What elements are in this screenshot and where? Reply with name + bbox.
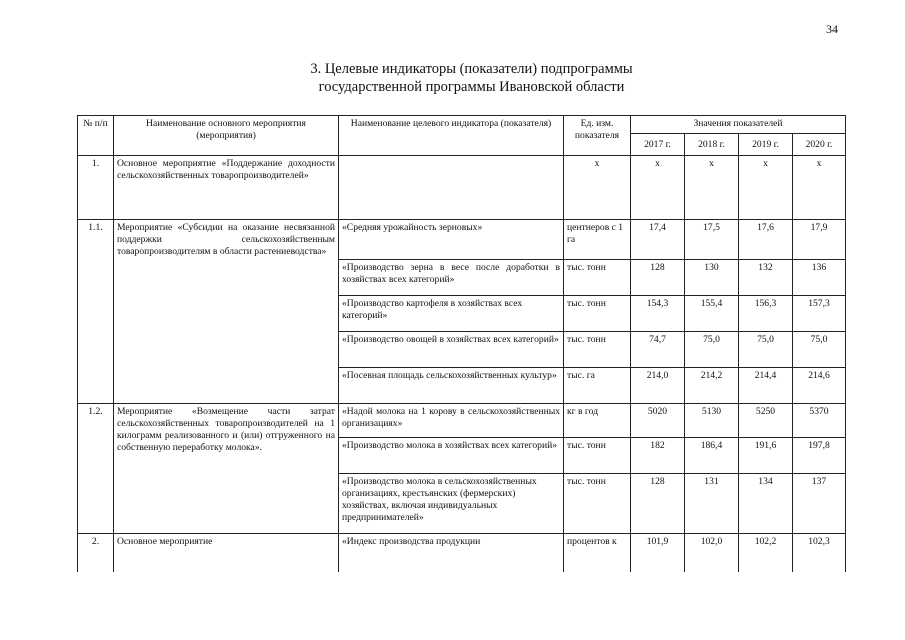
row-value: 17,9 — [793, 220, 846, 260]
row-unit: процентов к — [564, 534, 631, 574]
row-value: 136 — [793, 260, 846, 296]
row-value: 191,6 — [739, 438, 793, 474]
title-line-2: государственной программы Ивановской области — [318, 79, 625, 95]
row-unit: тыс. тонн — [564, 260, 631, 296]
row-indicator: «Производство зерна в весе после доработки в хозяйствах всех категорий» — [339, 260, 564, 296]
header-year: 2018 г. — [685, 134, 739, 156]
row-value: 17,5 — [685, 220, 739, 260]
row-num: 1. — [78, 156, 114, 220]
row-value: 186,4 — [685, 438, 739, 474]
table-row — [78, 404, 846, 438]
row-indicator: «Производство картофеля в хозяйствах всех категорий» — [339, 296, 564, 332]
row-value: 197,8 — [793, 438, 846, 474]
row-value: 156,3 — [739, 296, 793, 332]
header-indicator: Наименование целевого индикатора (показателя) — [339, 116, 564, 156]
page-bottom-mask — [0, 572, 905, 640]
row-indicator — [339, 156, 564, 220]
row-value: 214,6 — [793, 368, 846, 404]
row-value: 132 — [739, 260, 793, 296]
header-year: 2019 г. — [739, 134, 793, 156]
row-value: x — [685, 156, 739, 220]
row-value: 75,0 — [739, 332, 793, 368]
row-value: 128 — [631, 474, 685, 534]
row-value: 137 — [793, 474, 846, 534]
row-indicator: «Производство молока в сельскохозяйственных организациях, крестьянских (фермерских) хозяйствах, включая индивидуальных предпринимателей» — [339, 474, 564, 534]
row-unit: центнеров с 1 га — [564, 220, 631, 260]
row-value: 5370 — [793, 404, 846, 438]
header-unit: Ед. изм. показателя — [564, 116, 631, 156]
title-line-1: 3. Целевые индикаторы (показатели) подпрограммы — [310, 61, 633, 77]
row-event: Основное мероприятие — [114, 534, 339, 574]
row-value: 214,4 — [739, 368, 793, 404]
row-unit: тыс. тонн — [564, 332, 631, 368]
row-indicator: «Надой молока на 1 корову в сельскохозяйственных организациях» — [339, 404, 564, 438]
table-row — [78, 534, 846, 574]
row-value: 102,0 — [685, 534, 739, 574]
row-value: 74,7 — [631, 332, 685, 368]
row-value: x — [739, 156, 793, 220]
row-value: 157,3 — [793, 296, 846, 332]
row-indicator: «Посевная площадь сельскохозяйственных культур» — [339, 368, 564, 404]
row-event: Основное мероприятие «Поддержание доходности сельскохозяйственных товаропроизводителей» — [114, 156, 339, 220]
header-year: 2020 г. — [793, 134, 846, 156]
row-value: 214,0 — [631, 368, 685, 404]
row-unit: тыс. га — [564, 368, 631, 404]
row-indicator: «Индекс производства продукции — [339, 534, 564, 574]
row-unit: тыс. тонн — [564, 296, 631, 332]
row-value: 5250 — [739, 404, 793, 438]
row-indicator: «Средняя урожайность зерновых» — [339, 220, 564, 260]
header-values: Значения показателей — [631, 116, 846, 134]
row-unit: x — [564, 156, 631, 220]
row-value: 154,3 — [631, 296, 685, 332]
header-year: 2017 г. — [631, 134, 685, 156]
indicators-table — [77, 115, 846, 574]
row-unit: кг в год — [564, 404, 631, 438]
row-event: Мероприятие «Субсидии на оказание несвязанной поддержки сельскохозяйственным товаропроизводителям в области растениеводства» — [114, 220, 339, 404]
row-unit: тыс. тонн — [564, 474, 631, 534]
row-num: 2. — [78, 534, 114, 574]
row-value: 131 — [685, 474, 739, 534]
row-value: 17,6 — [739, 220, 793, 260]
header-event: Наименование основного мероприятия (мероприятия) — [114, 116, 339, 156]
row-value: 17,4 — [631, 220, 685, 260]
row-value: 102,2 — [739, 534, 793, 574]
row-value: x — [793, 156, 846, 220]
row-indicator: «Производство молока в хозяйствах всех категорий» — [339, 438, 564, 474]
row-value: 5020 — [631, 404, 685, 438]
row-value: 182 — [631, 438, 685, 474]
row-value: 5130 — [685, 404, 739, 438]
row-value: 134 — [739, 474, 793, 534]
row-value: 101,9 — [631, 534, 685, 574]
table-row — [78, 156, 846, 220]
row-event: Мероприятие «Возмещение части затрат сельскохозяйственных товаропроизводителей на 1 килограмм реализованного и (или) отгруженного на собственную переработку молока». — [114, 404, 339, 534]
row-value: 75,0 — [793, 332, 846, 368]
row-value: 75,0 — [685, 332, 739, 368]
row-value: 155,4 — [685, 296, 739, 332]
row-indicator: «Производство овощей в хозяйствах всех категорий» — [339, 332, 564, 368]
row-value: 128 — [631, 260, 685, 296]
row-unit: тыс. тонн — [564, 438, 631, 474]
row-num: 1.2. — [78, 404, 114, 534]
row-value: 214,2 — [685, 368, 739, 404]
table-row — [78, 220, 846, 260]
row-value: 130 — [685, 260, 739, 296]
page-number: 34 — [826, 22, 838, 36]
row-value: 102,3 — [793, 534, 846, 574]
row-value: x — [631, 156, 685, 220]
row-num: 1.1. — [78, 220, 114, 404]
page-title — [0, 60, 905, 96]
header-num: № п/п — [78, 116, 114, 156]
